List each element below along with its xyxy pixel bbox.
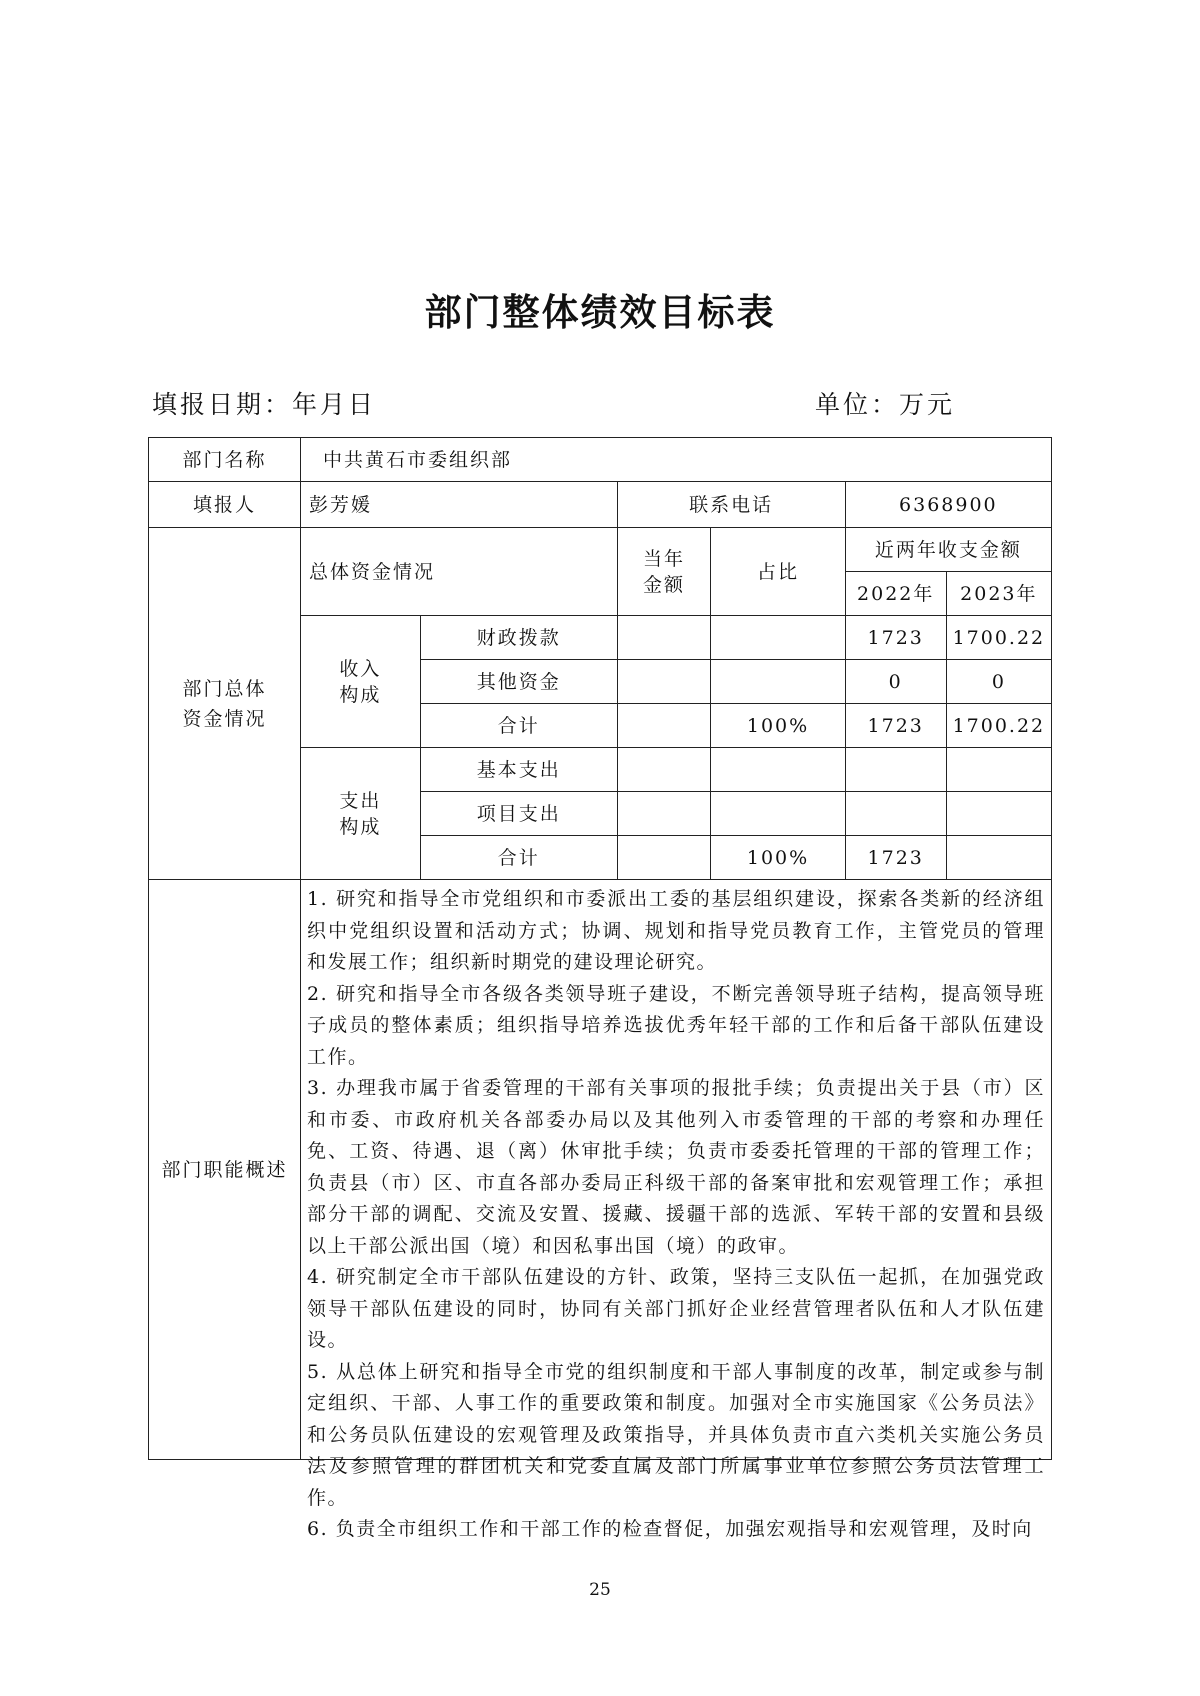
phone-value: 6368900	[845, 482, 1051, 528]
expense-row-ratio	[711, 792, 845, 836]
income-row-ratio	[711, 660, 845, 704]
expense-row-2022	[845, 792, 946, 836]
income-row-ratio	[711, 616, 845, 660]
income-row-amount	[617, 616, 711, 660]
current-amount-header: 当年金额	[617, 528, 711, 616]
expense-row-2022: 1723	[845, 836, 946, 880]
expense-row-label: 基本支出	[420, 748, 617, 792]
funds-section-label: 部门总体资金情况	[149, 528, 301, 880]
performance-table	[148, 437, 1052, 1540]
income-row-label: 财政拨款	[420, 616, 617, 660]
duties-content	[301, 880, 1052, 1540]
expense-row-2023	[946, 792, 1051, 836]
filler-value: 彭芳媛	[301, 482, 618, 528]
dept-name-value: 中共黄石市委组织部	[301, 438, 1052, 482]
dept-name-label: 部门名称	[149, 438, 301, 482]
income-row-amount	[617, 660, 711, 704]
expense-row-label: 合计	[420, 836, 617, 880]
expense-row-amount	[617, 748, 711, 792]
year-2023-header: 2023年	[946, 572, 1051, 616]
income-row-2023: 1700.22	[946, 616, 1051, 660]
expense-row-label: 项目支出	[420, 792, 617, 836]
expense-row-2022	[845, 748, 946, 792]
expense-row-2023	[946, 748, 1051, 792]
income-row-2023: 0	[946, 660, 1051, 704]
duty-paragraph: 3. 办理我市属于省委管理的干部有关事项的报批手续；负责提出关于县（市）区和市委、市政府机关各部委办局以及其他列入市委管理的干部的考察和办理任免、工资、待遇、退（离）休审批手续；负责市委委托管理的干部的管理工作；负责县（市）区、市直各部办委局正科级干部的备案审批和宏观管理工作；承担部分干部的调配、交流及安置、援藏、援疆干部的选派、军转干部的安置和县级以上干部公派出国（境）和因私事出国（境）的政审。	[307, 1077, 1045, 1257]
page-title: 部门整体绩效目标表	[424, 291, 776, 334]
expense-row-amount	[617, 792, 711, 836]
income-row-2022: 0	[845, 660, 946, 704]
income-row-ratio: 100%	[711, 704, 845, 748]
duty-paragraph: 6. 负责全市组织工作和干部工作的检查督促，加强宏观指导和宏观管理，及时向	[307, 1518, 1033, 1540]
duty-paragraph: 1. 研究和指导全市党组织和市委派出工委的基层组织建设，探索各类新的经济组织中党组织设置和活动方式；协调、规划和指导党员教育工作，主管党员的管理和发展工作；组织新时期党的建设理论研究。	[307, 888, 1045, 973]
income-row-label: 其他资金	[420, 660, 617, 704]
filler-label: 填报人	[149, 482, 301, 528]
income-composition-label: 收入构成	[301, 616, 421, 748]
duty-paragraph: 4. 研究制定全市干部队伍建设的方针、政策，坚持三支队伍一起抓，在加强党政领导干部队伍建设的同时，协同有关部门抓好企业经营管理者队伍和人才队伍建设。	[307, 1266, 1045, 1351]
income-row-2023: 1700.22	[946, 704, 1051, 748]
income-row-2022: 1723	[845, 704, 946, 748]
page-number: 25	[589, 1580, 611, 1600]
overall-funds-label: 总体资金情况	[301, 528, 618, 616]
expense-composition-label: 支出构成	[301, 748, 421, 880]
duties-label: 部门职能概述	[149, 880, 301, 1460]
expense-row-ratio: 100%	[711, 836, 845, 880]
expense-row-ratio	[711, 748, 845, 792]
year-2022-header: 2022年	[845, 572, 946, 616]
expense-row-2023	[946, 836, 1051, 880]
ratio-header: 占比	[711, 528, 845, 616]
income-row-2022: 1723	[845, 616, 946, 660]
expense-row-amount	[617, 836, 711, 880]
fill-date: 填报日期：年月日	[152, 390, 377, 419]
income-row-label: 合计	[420, 704, 617, 748]
income-row-amount	[617, 704, 711, 748]
recent-two-years-header: 近两年收支金额	[845, 528, 1051, 572]
unit-label: 单位：万元	[815, 390, 956, 419]
phone-label: 联系电话	[617, 482, 845, 528]
duty-paragraph: 2. 研究和指导全市各级各类领导班子建设，不断完善领导班子结构，提高领导班子成员的整体素质；组织指导培养选拔优秀年轻干部的工作和后备干部队伍建设工作。	[307, 982, 1045, 1068]
duty-paragraph: 5. 从总体上研究和指导全市党的组织制度和干部人事制度的改革，制定或参与制定组织、干部、人事工作的重要政策和制度。加强对全市实施国家《公务员法》和公务员队伍建设的宏观管理及政策指导，并具体负责市直六类机关实施公务员法及参照管理的群团机关和党委直属及部门所属事业单位参照公务员法管理工作。	[307, 1360, 1045, 1509]
